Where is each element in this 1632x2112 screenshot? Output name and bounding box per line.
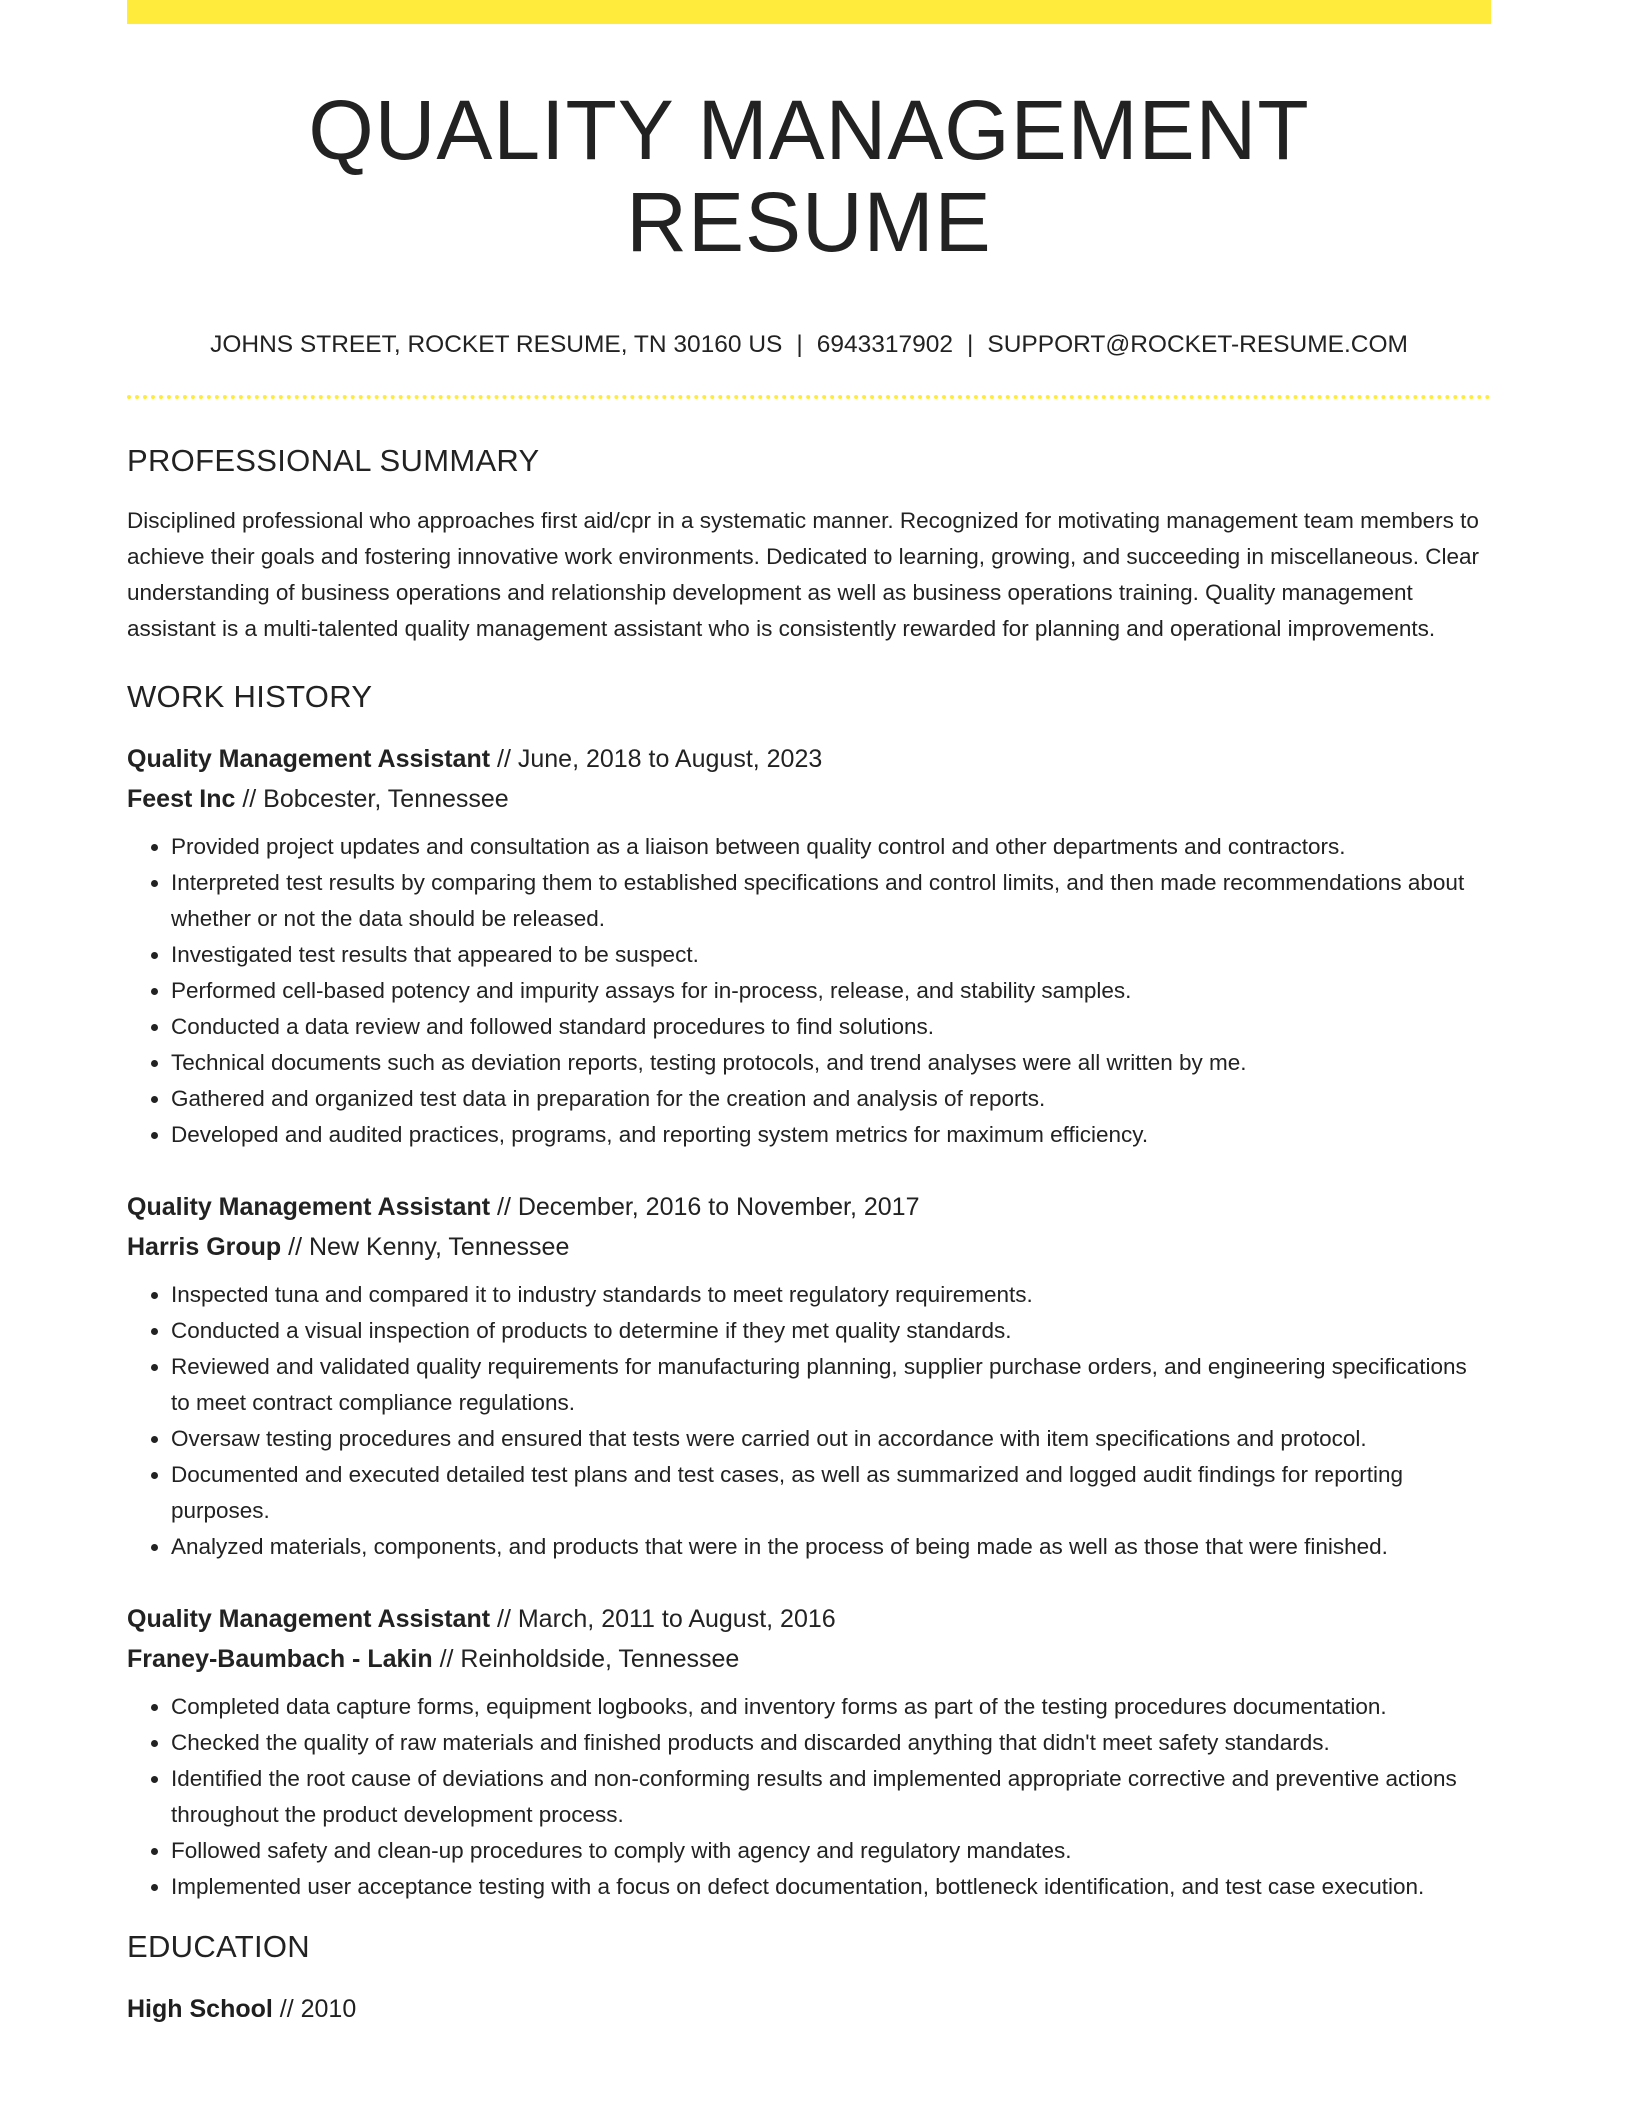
job-company: Franey-Baumbach - Lakin bbox=[127, 1644, 433, 1673]
job-title: Quality Management Assistant bbox=[127, 744, 491, 773]
duty-item: • Documented and executed detailed test plans and test cases, as well as summarized and logged audit findings for reporting purposes. bbox=[171, 1457, 1491, 1529]
contact-line bbox=[127, 331, 1491, 359]
summary-text: Disciplined professional who approaches first aid/cpr in a systematic manner. Recognized for motivating management team members to achieve their goals and fostering innovative work environments. Dedicated to learning, growing, and succeeding in miscellaneous. Clear understanding of business operations and relationship development as well as business operations training. Quality management assistant is a multi-talented quality management assistant who is consistently rewarded for planning and operational improvements. bbox=[127, 507, 1480, 641]
duty-item: • Followed safety and clean-up procedures to comply with agency and regulatory mandates. bbox=[171, 1833, 1491, 1869]
section-heading: EDUCATION bbox=[127, 1928, 310, 1964]
duty-list bbox=[127, 829, 1491, 1153]
dotted-divider bbox=[127, 395, 1491, 399]
duty-item: • Interpreted test results by comparing them to established specifications and control limits, and then made recommendations about whether or not the data should be released. bbox=[171, 865, 1491, 937]
job-entry bbox=[127, 1187, 1491, 1565]
accent-top-bar bbox=[127, 0, 1491, 24]
job-title-line bbox=[127, 739, 1491, 779]
duty-item: • Analyzed materials, components, and products that were in the process of being made as well as those that were finished. bbox=[171, 1529, 1491, 1565]
resume-title: QUALITY MANAGEMENT RESUME bbox=[308, 83, 1310, 270]
job-company-line bbox=[127, 1227, 1491, 1267]
duty-item: • Checked the quality of raw materials and finished products and discarded anything that didn't meet safety standards. bbox=[171, 1725, 1491, 1761]
job-dates: // June, 2018 to August, 2023 bbox=[497, 744, 823, 773]
professional-summary-section bbox=[127, 443, 1491, 647]
job-location: // Bobcester, Tennessee bbox=[242, 784, 509, 813]
duty-item: • Oversaw testing procedures and ensured that tests were carried out in accordance with item specifications and protocol. bbox=[171, 1421, 1491, 1457]
resume-page bbox=[127, 0, 1491, 2029]
duty-item: • Technical documents such as deviation reports, testing protocols, and trend analyses were all written by me. bbox=[171, 1045, 1491, 1081]
education-entry bbox=[127, 1989, 1491, 2029]
duty-item: • Performed cell-based potency and impurity assays for in-process, release, and stability samples. bbox=[171, 973, 1491, 1009]
job-title-line bbox=[127, 1187, 1491, 1227]
section-heading: PROFESSIONAL SUMMARY bbox=[127, 442, 540, 478]
contact-separator: | bbox=[796, 330, 803, 358]
job-location: // Reinholdside, Tennessee bbox=[439, 1644, 740, 1673]
duty-item: • Conducted a data review and followed standard procedures to find solutions. bbox=[171, 1009, 1491, 1045]
job-title-line bbox=[127, 1599, 1491, 1639]
job-list bbox=[127, 739, 1491, 1905]
education-section bbox=[127, 1929, 1491, 2029]
duty-item: • Developed and audited practices, programs, and reporting system metrics for maximum efficiency. bbox=[171, 1117, 1491, 1153]
duty-item: • Gathered and organized test data in preparation for the creation and analysis of reports. bbox=[171, 1081, 1491, 1117]
contact-email: SUPPORT@ROCKET-RESUME.COM bbox=[987, 330, 1408, 358]
section-heading: WORK HISTORY bbox=[127, 678, 373, 714]
job-company-line bbox=[127, 779, 1491, 819]
job-company: Harris Group bbox=[127, 1232, 282, 1261]
education-list bbox=[127, 1989, 1491, 2029]
duty-list bbox=[127, 1277, 1491, 1565]
duty-list bbox=[127, 1689, 1491, 1905]
duty-item: • Identified the root cause of deviations and non-conforming results and implemented appropriate corrective and preventive actions throughout the product development process. bbox=[171, 1761, 1491, 1833]
contact-address: JOHNS STREET, ROCKET RESUME, TN 30160 US bbox=[210, 330, 783, 358]
job-title: Quality Management Assistant bbox=[127, 1604, 491, 1633]
duty-item: • Provided project updates and consultation as a liaison between quality control and other departments and contractors. bbox=[171, 829, 1491, 865]
contact-phone: 6943317902 bbox=[816, 330, 953, 358]
job-dates: // December, 2016 to November, 2017 bbox=[497, 1192, 920, 1221]
education-year: // 2010 bbox=[279, 1994, 357, 2023]
duty-item: • Reviewed and validated quality requirements for manufacturing planning, supplier purchase orders, and engineering specifications to meet contract compliance regulations. bbox=[171, 1349, 1491, 1421]
work-history-section bbox=[127, 679, 1491, 1905]
job-location: // New Kenny, Tennessee bbox=[288, 1232, 570, 1261]
job-entry bbox=[127, 739, 1491, 1153]
job-dates: // March, 2011 to August, 2016 bbox=[497, 1604, 836, 1633]
duty-item: • Conducted a visual inspection of products to determine if they met quality standards. bbox=[171, 1313, 1491, 1349]
job-company-line bbox=[127, 1639, 1491, 1679]
duty-item: • Implemented user acceptance testing with a focus on defect documentation, bottleneck identification, and test case execution. bbox=[171, 1869, 1491, 1905]
duty-item: • Inspected tuna and compared it to industry standards to meet regulatory requirements. bbox=[171, 1277, 1491, 1313]
job-title: Quality Management Assistant bbox=[127, 1192, 491, 1221]
duty-item: • Investigated test results that appeared to be suspect. bbox=[171, 937, 1491, 973]
contact-separator: | bbox=[967, 330, 974, 358]
education-degree: High School bbox=[127, 1994, 273, 2023]
job-company: Feest Inc bbox=[127, 784, 236, 813]
duty-item: • Completed data capture forms, equipment logbooks, and inventory forms as part of the testing procedures documentation. bbox=[171, 1689, 1491, 1725]
job-entry bbox=[127, 1599, 1491, 1905]
